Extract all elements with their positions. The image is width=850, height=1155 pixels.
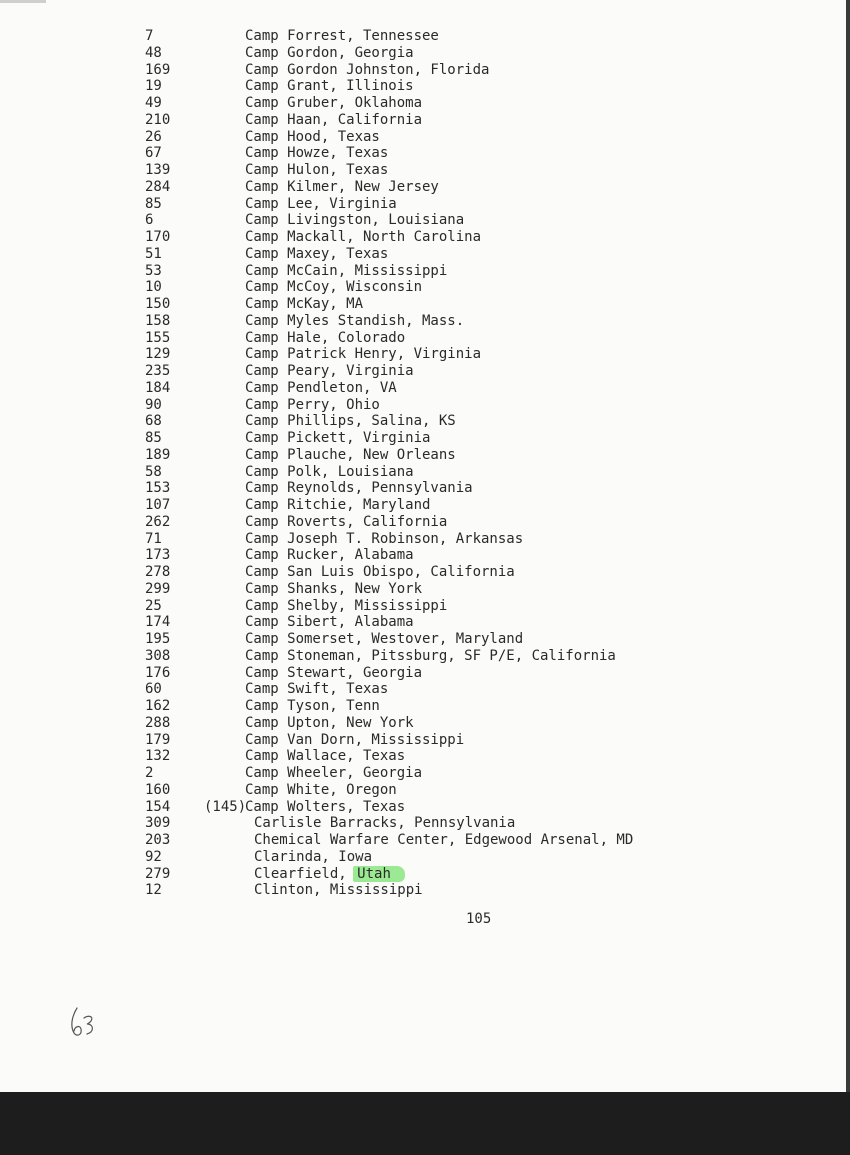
list-item <box>0 296 850 313</box>
list-item <box>0 212 850 229</box>
entry-number: 174 <box>145 614 171 631</box>
entry-place-text: Camp Pickett, Virginia <box>245 430 431 446</box>
entry-number: 176 <box>145 664 171 681</box>
entry-place-text: Camp Lee, Virginia <box>245 195 397 212</box>
list-item <box>0 681 850 698</box>
entry-place <box>245 531 523 548</box>
entry-number: 67 <box>145 145 162 162</box>
entry-place <box>245 62 489 79</box>
entry-place-text: Camp San Luis Obispo, California <box>245 564 515 580</box>
list-item <box>0 665 850 682</box>
entry-number: 284 <box>145 178 171 195</box>
list-item <box>0 430 850 447</box>
entry-number: 169 <box>145 61 171 78</box>
list-item <box>0 279 850 296</box>
entry-place-text: Chemical Warfare Center, Edgewood Arsenal, MD <box>254 832 634 848</box>
list-item <box>0 229 850 246</box>
entry-number: 189 <box>145 446 171 463</box>
entry-number: 173 <box>145 547 171 564</box>
list-item <box>0 480 850 497</box>
list-item <box>0 145 850 162</box>
entry-place <box>245 648 616 665</box>
entry-place <box>245 464 414 481</box>
entry-place <box>245 514 447 531</box>
entry-number: 158 <box>145 312 171 329</box>
entry-place-text: Camp Van Dorn, Mississippi <box>245 731 465 748</box>
entry-place-text: Camp Howze, Texas <box>245 145 389 162</box>
entry-place-text: Camp Shanks, New York <box>245 580 423 597</box>
entry-place-text: Camp Forrest, Tennessee <box>245 28 439 44</box>
entry-number: 90 <box>145 396 162 413</box>
entry-place-text: Camp Pendleton, VA <box>245 379 397 396</box>
list-item <box>0 614 850 631</box>
list-item <box>0 95 850 112</box>
list-item <box>0 497 850 514</box>
entry-place-text: Camp White, Oregon <box>245 781 397 798</box>
entry-place <box>254 832 633 849</box>
entry-place-text: Camp Tyson, Tenn <box>245 698 380 714</box>
entry-number: 308 <box>145 647 171 664</box>
entry-place-text: Camp Haan, California <box>245 111 423 128</box>
entry-number: 26 <box>145 128 162 145</box>
list-item <box>0 782 850 799</box>
entry-place <box>245 313 464 330</box>
entry-place <box>245 447 456 464</box>
entry-place <box>245 78 414 95</box>
entry-place-text: Camp Phillips, Salina, KS <box>245 413 456 430</box>
list-item <box>0 815 850 832</box>
list-item <box>0 715 850 732</box>
entry-place-text: Camp Mackall, North Carolina <box>245 229 482 245</box>
entry-place <box>245 296 363 313</box>
list-item <box>0 196 850 213</box>
list-item <box>0 799 850 816</box>
entry-place <box>245 145 388 162</box>
entry-number: 279 <box>145 865 171 882</box>
list-item <box>0 581 850 598</box>
list-item <box>0 413 850 430</box>
entry-number: 71 <box>145 530 162 547</box>
entry-place <box>245 480 473 497</box>
scan-edge-top <box>0 0 46 3</box>
entry-place-text: Camp Swift, Texas <box>245 681 389 698</box>
entry-place-text: Camp Peary, Virginia <box>245 363 414 379</box>
list-item <box>0 866 850 883</box>
entry-number: 132 <box>145 748 171 765</box>
entry-place <box>245 330 405 347</box>
list-item <box>0 179 850 196</box>
entry-number: 160 <box>145 781 171 798</box>
entry-place-text: Clarinda, Iowa <box>254 848 373 865</box>
entry-number: 129 <box>145 346 171 363</box>
entry-place <box>245 497 430 514</box>
entry-place-text: Carlisle Barracks, Pennsylvania <box>254 815 516 832</box>
list-item <box>0 882 850 899</box>
entry-place <box>245 765 422 782</box>
list-item <box>0 598 850 615</box>
entry-place-text: Camp Stewart, Georgia <box>245 664 423 681</box>
entry-place-text: Camp Plauche, New Orleans <box>245 446 456 463</box>
list-item <box>0 832 850 849</box>
entry-place <box>245 229 481 246</box>
list-item <box>0 732 850 749</box>
entry-number: 154 <box>145 798 171 815</box>
scanner-background <box>0 1092 850 1155</box>
entry-place <box>245 212 464 229</box>
entry-place-text: Camp Kilmer, New Jersey <box>245 178 439 195</box>
entry-place-text: Camp McCain, Mississippi <box>245 262 448 279</box>
entry-number: 107 <box>145 497 171 513</box>
entry-number: 278 <box>145 564 171 580</box>
list-item <box>0 28 850 45</box>
list-item <box>0 45 850 62</box>
entry-place <box>245 581 422 598</box>
entry-place-text: Camp Shelby, Mississippi <box>245 597 448 614</box>
entry-number: 139 <box>145 162 171 178</box>
entry-place <box>245 28 439 45</box>
list-item <box>0 765 850 782</box>
entry-place <box>245 631 523 648</box>
entry-number: 48 <box>145 44 162 61</box>
entry-place-text: Camp Hood, Texas <box>245 128 380 145</box>
entry-place <box>245 129 380 146</box>
entry-number: 184 <box>145 379 171 396</box>
list-item <box>0 748 850 765</box>
entry-place <box>245 598 447 615</box>
entry-place <box>245 346 481 363</box>
entry-place-text: Camp Upton, New York <box>245 714 414 731</box>
entry-number: 203 <box>145 832 171 848</box>
entry-place <box>245 112 422 129</box>
entry-place-text: Camp Gruber, Oklahoma <box>245 95 423 111</box>
list-item <box>0 397 850 414</box>
entry-place-text: Camp Hale, Colorado <box>245 329 406 346</box>
entry-place <box>245 799 405 816</box>
entry-number: 85 <box>145 430 162 446</box>
list-item <box>0 363 850 380</box>
entry-number: 179 <box>145 731 171 748</box>
entry-number: 60 <box>145 681 162 698</box>
entry-place <box>245 196 397 213</box>
entry-place-text: Camp Joseph T. Robinson, Arkansas <box>245 530 524 547</box>
entry-place <box>254 882 423 899</box>
list-item <box>0 447 850 464</box>
entry-place <box>245 430 430 447</box>
entry-place <box>245 380 397 397</box>
entry-place <box>245 279 422 296</box>
list-item <box>0 514 850 531</box>
entry-alt-number: (145) <box>204 798 247 815</box>
entry-place <box>245 748 405 765</box>
entry-place-text: Camp Wallace, Texas <box>245 748 406 765</box>
list-item <box>0 631 850 648</box>
entry-number: 68 <box>145 413 162 430</box>
entry-place <box>245 45 414 62</box>
entry-place <box>245 246 388 263</box>
list-item <box>0 78 850 95</box>
entry-place-text: Camp Patrick Henry, Virginia <box>245 346 482 363</box>
entry-place <box>245 564 515 581</box>
entry-number: 262 <box>145 513 171 530</box>
entry-place <box>254 815 515 832</box>
entry-place <box>245 614 414 631</box>
entry-number: 2 <box>145 765 154 781</box>
entry-place-text: Camp Rucker, Alabama <box>245 547 414 564</box>
list-item <box>0 112 850 129</box>
entry-place <box>245 715 414 732</box>
entry-place <box>245 681 388 698</box>
entry-number: 19 <box>145 78 162 95</box>
entry-place-text: Camp Myles Standish, Mass. <box>245 312 465 329</box>
entry-number: 51 <box>145 245 162 262</box>
entry-place-text: Camp Gordon Johnston, Florida <box>245 61 490 78</box>
entry-number: 210 <box>145 111 171 128</box>
entry-place-text: Camp Ritchie, Maryland <box>245 497 431 513</box>
entry-number: 150 <box>145 296 171 312</box>
list-item <box>0 464 850 481</box>
entry-place <box>254 866 405 883</box>
entry-number: 6 <box>145 212 154 229</box>
entry-place-text: Clearfield, <box>254 865 347 882</box>
entry-place-text: Camp Maxey, Texas <box>245 245 389 262</box>
entry-place-text: Camp Perry, Ohio <box>245 396 380 413</box>
entry-place-text: Camp McKay, MA <box>245 296 364 312</box>
camp-list <box>0 28 850 899</box>
entry-place-text: Camp Hulon, Texas <box>245 162 389 178</box>
entry-place <box>254 849 372 866</box>
entry-number: 309 <box>145 815 171 832</box>
entry-number: 288 <box>145 714 171 731</box>
list-item <box>0 62 850 79</box>
entry-place-text: Camp Gordon, Georgia <box>245 44 414 61</box>
entry-place <box>245 732 464 749</box>
entry-number: 235 <box>145 363 171 379</box>
entry-place <box>245 179 439 196</box>
entry-place-text: Camp Roverts, California <box>245 513 448 530</box>
entry-place <box>245 547 414 564</box>
highlighted-text: Utah <box>353 866 405 882</box>
entry-number: 10 <box>145 279 162 296</box>
entry-place-text: Camp Somerset, Westover, Maryland <box>245 631 524 647</box>
list-item <box>0 346 850 363</box>
entry-number: 170 <box>145 229 171 245</box>
list-item <box>0 547 850 564</box>
entry-place <box>245 782 397 799</box>
list-item <box>0 698 850 715</box>
entry-place <box>245 162 388 179</box>
entry-number: 49 <box>145 95 162 111</box>
entry-place <box>245 263 447 280</box>
entry-number: 162 <box>145 698 171 714</box>
entry-number: 12 <box>145 882 162 899</box>
entry-place <box>245 665 422 682</box>
list-item <box>0 330 850 347</box>
entry-place-text: Camp Reynolds, Pennsylvania <box>245 480 473 497</box>
page-number: 105 <box>466 911 492 927</box>
entry-number: 195 <box>145 631 171 647</box>
entry-number: 58 <box>145 463 162 480</box>
entry-place <box>245 363 414 380</box>
entry-place <box>245 413 456 430</box>
entry-number: 299 <box>145 580 171 597</box>
list-item <box>0 162 850 179</box>
entry-number: 155 <box>145 329 171 346</box>
entry-number: 92 <box>145 848 162 865</box>
entry-place <box>245 397 380 414</box>
entry-number: 53 <box>145 262 162 279</box>
entry-number: 85 <box>145 195 162 212</box>
list-item <box>0 849 850 866</box>
list-item <box>0 129 850 146</box>
list-item <box>0 313 850 330</box>
entry-place <box>245 698 380 715</box>
entry-place-text: Camp McCoy, Wisconsin <box>245 279 423 296</box>
list-item <box>0 531 850 548</box>
list-item <box>0 564 850 581</box>
list-item <box>0 380 850 397</box>
list-item <box>0 263 850 280</box>
entry-place-text: Camp Grant, Illinois <box>245 78 414 95</box>
entry-place-text: Camp Livingston, Louisiana <box>245 212 465 229</box>
list-item <box>0 246 850 263</box>
entry-place <box>245 95 422 112</box>
handwritten-note <box>68 1004 98 1040</box>
entry-place-text: Camp Wheeler, Georgia <box>245 765 423 781</box>
entry-number: 7 <box>145 28 154 44</box>
list-item <box>0 648 850 665</box>
entry-place-text: Camp Polk, Louisiana <box>245 463 414 480</box>
entry-number: 153 <box>145 480 171 497</box>
entry-number: 25 <box>145 597 162 614</box>
entry-place-text: Clinton, Mississippi <box>254 882 423 899</box>
entry-place-text: Camp Stoneman, Pitssburg, SF P/E, California <box>245 647 616 664</box>
entry-place-text: Camp Wolters, Texas <box>245 798 406 815</box>
entry-place-text: Camp Sibert, Alabama <box>245 614 414 631</box>
